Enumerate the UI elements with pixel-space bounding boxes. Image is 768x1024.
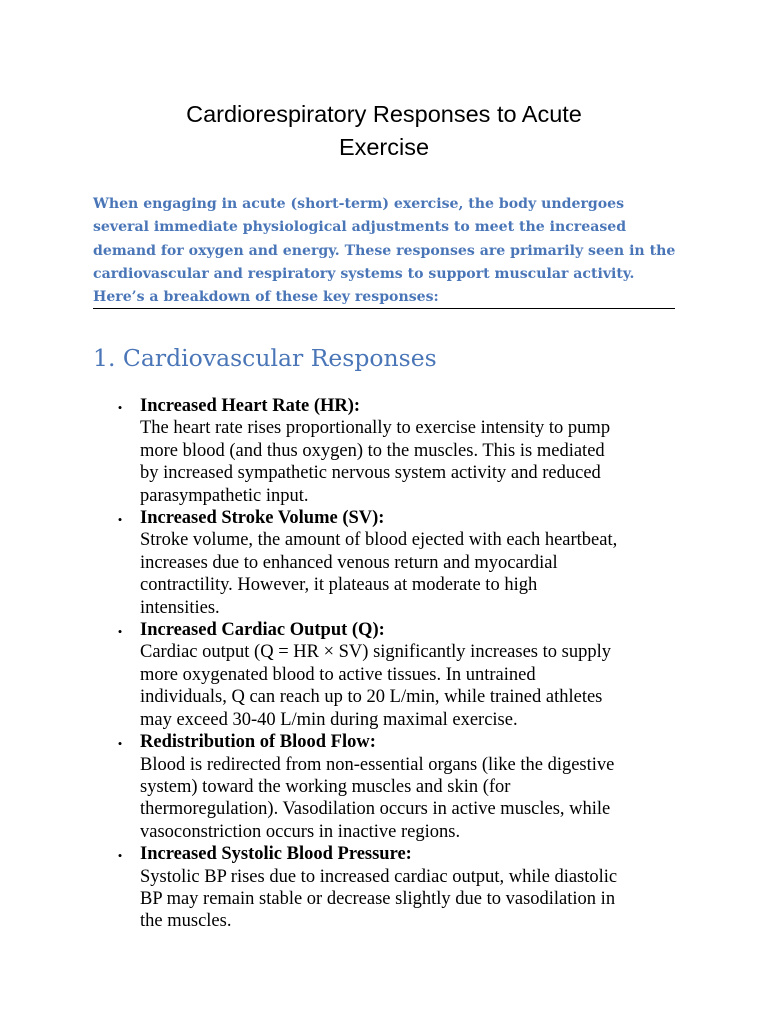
list-item <box>0 731 678 843</box>
bullet-icon: • <box>117 512 123 528</box>
list-item-body-line: contractility. However, it plateaus at moderate to high <box>140 575 538 596</box>
list-item <box>0 619 678 731</box>
list-item-body-line: individuals, Q can reach up to 20 L/min, while trained athletes <box>140 687 603 708</box>
list-item-body-line: BP may remain stable or decrease slightly due to vasodilation in <box>140 888 616 909</box>
list-item-body-line: The heart rate rises proportionally to exercise intensity to pump <box>140 418 611 439</box>
list-item-title: Increased Heart Rate (HR): <box>140 396 361 416</box>
list-item-body-line: Stroke volume, the amount of blood ejected with each heartbeat, <box>140 530 618 551</box>
bullet-icon: • <box>117 400 123 415</box>
list-item <box>0 507 678 619</box>
list-item-title: Increased Cardiac Output (Q): <box>140 620 385 641</box>
bullet-icon: • <box>117 736 123 752</box>
list-item-title: Increased Stroke Volume (SV): <box>140 508 385 529</box>
list-item-title: Redistribution of Blood Flow: <box>140 732 376 753</box>
list-item-body-line: Cardiac output (Q = HR × SV) significantly increases to supply <box>140 642 611 663</box>
bullet-icon: • <box>117 848 123 864</box>
list-item-body-line: more blood (and thus oxygen) to the muscles. This is mediated <box>140 440 605 461</box>
list-item <box>0 843 678 933</box>
document-title-line-2: Exercise <box>338 134 430 160</box>
list-item-body-line: parasympathetic input. <box>140 485 309 506</box>
list-item-body-line: intensities. <box>140 597 220 618</box>
list-item-body-line: increases due to enhanced venous return and myocardial <box>140 552 558 573</box>
list-item-body-line: Blood is redirected from non-essential organs (like the digestive <box>140 754 615 775</box>
horizontal-divider <box>93 308 675 309</box>
list-item-title: Increased Systolic Blood Pressure: <box>140 844 412 865</box>
document-title <box>120 98 648 164</box>
list-item-body-line: may exceed 30-40 L/min during maximal exercise. <box>140 709 518 730</box>
list-item-body-line: vasoconstriction occurs in inactive regions. <box>140 821 461 842</box>
document-title-line-1: Cardiorespiratory Responses to Acute <box>186 101 582 127</box>
list-item-body-line: more oxygenated blood to active tissues. In untrained <box>140 664 536 685</box>
list-item-body-line: thermoregulation). Vasodilation occurs in active muscles, while <box>140 799 611 820</box>
list-item-body-line: system) toward the working muscles and skin (for <box>140 776 511 797</box>
section-heading: 1. Cardiovascular Responses <box>93 344 437 372</box>
list-item <box>0 395 678 507</box>
bullet-icon: • <box>117 624 123 640</box>
list-item-body-line: the muscles. <box>140 911 232 932</box>
list-item-body-line: by increased sympathetic nervous system activity and reduced <box>140 463 601 484</box>
response-list <box>0 395 768 933</box>
intro-paragraph: When engaging in acute (short-term) exercise, the body undergoes several immediate physiological adjustments to meet the increased demand for oxygen and energy. These responses are primarily seen in the cardiovascular and respiratory systems to support muscular activity. Here’s a breakdown of these key responses: <box>93 196 676 306</box>
list-item-body-line: Systolic BP rises due to increased cardiac output, while diastolic <box>140 866 618 887</box>
